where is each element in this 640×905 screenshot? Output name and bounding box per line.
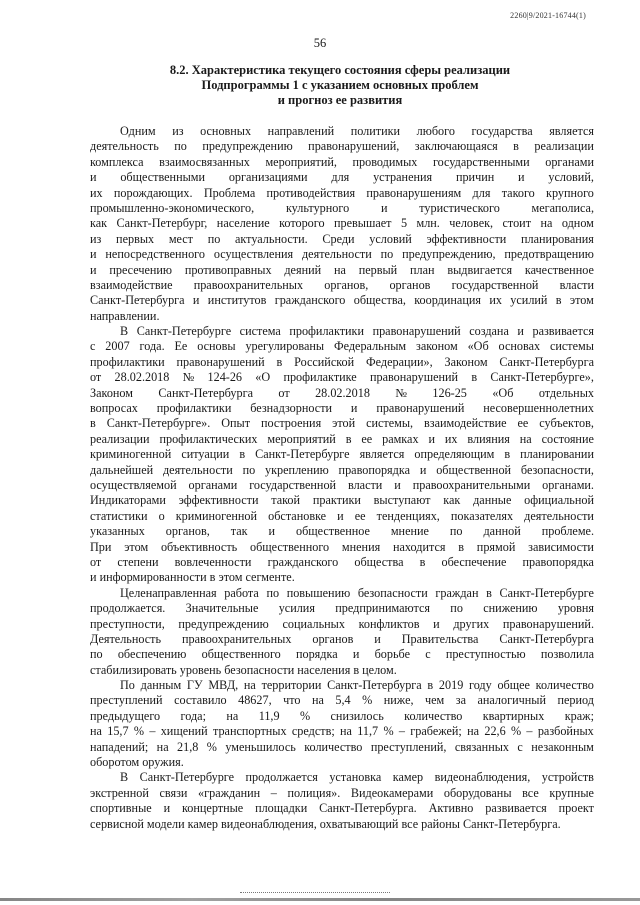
text-line: из первых мест по актуальности. Среди условий эффективности планирования <box>90 231 594 246</box>
text-line: оборотом оружия. <box>90 755 184 770</box>
paragraph <box>90 770 594 832</box>
text-line: сервисной модели камер видеонаблюдения, охватывающий все районы Санкт-Петербурга. <box>90 816 561 831</box>
text-line: и пресечению противоправных деяний на первый план выдвигается качественное <box>90 262 594 277</box>
text-line: взаимодействие правоохранительных органов, органов государственной власти <box>90 277 594 292</box>
text-line: преступности, предупреждению социальных конфликтов и других правонарушений. <box>90 616 594 631</box>
document-body <box>90 124 594 832</box>
text-line: и информированности в этом сегменте. <box>90 570 295 585</box>
text-line: по обеспечению общественного порядка и борьбе с преступностью позволила <box>90 647 594 662</box>
text-line: с 2007 года. Ее основы урегулированы Федеральным законом «Об основах системы <box>90 339 594 354</box>
text-line: Целенаправленная работа по повышению безопасности граждан в Санкт-Петербурге <box>120 585 594 600</box>
scan-artifact <box>240 892 390 895</box>
text-line: как Санкт-Петербург, население которого превышает 5 млн. человек, стоит на одном <box>90 216 594 231</box>
text-line: преступлений составило 48627, что на 5,4 % ниже, чем за аналогичный период <box>90 693 594 708</box>
text-line: продолжается. Значительные усилия предпринимаются по снижению уровня <box>90 601 594 616</box>
text-line: указанных органов, так и общественное мнение по данной проблеме. <box>90 524 594 539</box>
text-line: осуществляемой органами государственной власти и правоохранительными органами. <box>90 477 594 492</box>
paragraph <box>90 324 594 586</box>
page-number: 56 <box>313 36 327 50</box>
text-line: В Санкт-Петербурге система профилактики правонарушений создана и развивается <box>120 324 594 339</box>
paragraph <box>90 124 594 324</box>
heading-line: 8.2. Характеристика текущего состояния сферы реализации <box>169 63 511 77</box>
text-line: нападений; на 21,8 % уменьшилось количество преступлений, связанных с незаконным <box>90 739 594 754</box>
heading-line: Подпрограммы 1 с указанием основных проблем <box>201 78 479 92</box>
text-line: Санкт-Петербурга и институтов гражданского общества, координация их усилий в этом <box>90 293 594 308</box>
text-line: их порождающих. Проблема противодействия правонарушениям для такого крупного <box>90 185 594 200</box>
text-line: профилактики правонарушений в Российской Федерации», Законом Санкт-Петербурга <box>90 354 594 369</box>
text-line: от 28.02.2018 № 124-26 «О профилактике правонарушений в Санкт-Петербурге», <box>90 370 594 385</box>
text-line: предыдущего года; на 11,9 % снизилось количество квартирных краж; <box>90 708 594 723</box>
document-registration-number: 2260|9/2021-16744(1) <box>510 11 586 20</box>
heading-line: и прогноз ее развития <box>277 93 403 107</box>
text-line: промышленно-экономического, культурного и туристического мегаполиса, <box>90 200 594 215</box>
text-line: дальнейшей деятельности по укреплению правопорядка и общественной безопасности, <box>90 462 594 477</box>
text-line: криминогенной ситуации в Санкт-Петербурге является определяющим в планировании <box>90 447 594 462</box>
text-line: статистики о криминогенной обстановке и ее тенденциях, показателях деятельности <box>90 508 594 523</box>
section-heading <box>90 63 590 108</box>
paragraph <box>90 678 594 770</box>
text-line: и непосредственного осуществления деятельности по предупреждению, предотвращению <box>90 247 594 262</box>
text-line: в Санкт-Петербурге». Опыт построения этой системы, взаимодействие ее субъектов, <box>90 416 594 431</box>
text-line: Деятельность правоохранительных органов и Правительства Санкт-Петербурга <box>90 631 594 646</box>
text-line: направлении. <box>90 308 160 323</box>
text-line: вопросах профилактики безнадзорности и правонарушений несовершеннолетних <box>90 401 594 416</box>
text-line: на 15,7 % – хищений транспортных средств; на 11,7 % – грабежей; на 22,6 % – разбойных <box>90 724 594 739</box>
text-line: от степени вовлеченности гражданского общества в обеспечение правопорядка <box>90 554 594 569</box>
text-line: Законом Санкт-Петербурга от 28.02.2018 № 126-25 «Об отдельных <box>90 385 594 400</box>
scan-edge <box>0 898 640 901</box>
text-line: Индикаторами эффективности такой практики выступают как данные официальной <box>90 493 594 508</box>
text-line: В Санкт-Петербурге продолжается установка камер видеонаблюдения, устройств <box>120 770 594 785</box>
text-line: реализации профилактических мероприятий в ее рамках и их влияния на состояние <box>90 431 594 446</box>
text-line: и общественными организациями для устранения причин и условий, <box>90 170 594 185</box>
text-line: При этом объективность общественного мнения находится в прямой зависимости <box>90 539 594 554</box>
text-line: стабилизировать уровень безопасности населения в целом. <box>90 662 397 677</box>
text-line: деятельность по предупреждению правонарушений, заключающаяся в реализации <box>90 139 594 154</box>
text-line: По данным ГУ МВД, на территории Санкт-Петербурга в 2019 году общее количество <box>120 678 594 693</box>
text-line: экстренной связи «гражданин – полиция». Видеокамерами оборудованы все крупные <box>90 785 594 800</box>
text-line: комплекса взаимосвязанных мероприятий, проводимых государственными органами <box>90 154 594 169</box>
text-line: Одним из основных направлений политики любого государства является <box>120 124 594 138</box>
text-line: спортивные и концертные площадки Санкт-Петербурга. Активно развивается проект <box>90 801 594 816</box>
paragraph <box>90 586 594 678</box>
